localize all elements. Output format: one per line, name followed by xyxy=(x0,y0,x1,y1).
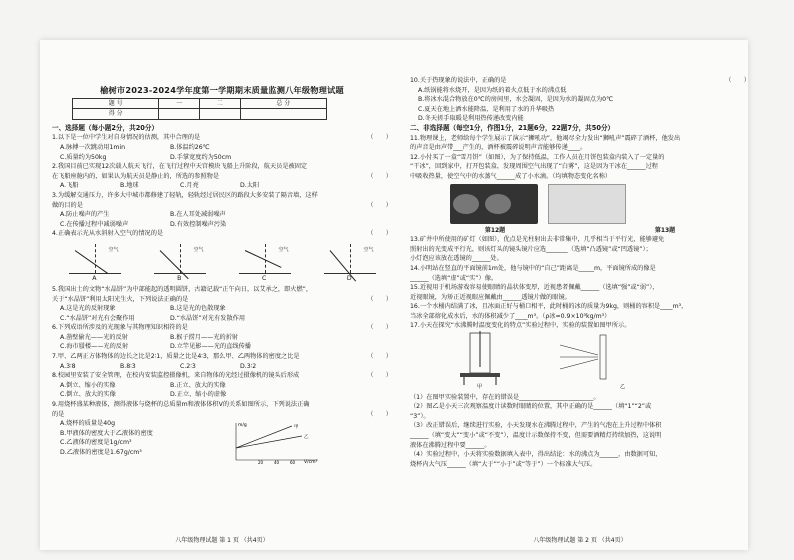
question-17-part-4: （4）实验过程中，小天将实验数据填入表中，得出结论：水的沸点为______，由数据可知， xyxy=(410,451,662,459)
option: D.“水晶饼”对光有发散作用 xyxy=(170,314,246,322)
question-9-cont: 的是 （ ） xyxy=(52,410,392,418)
curve-label-yi: 乙 xyxy=(304,434,309,440)
refraction-figure-d: 空气 xyxy=(324,244,376,274)
question-1: 1.以下是一位中学生对自身情况的估测，其中合理的是 （ ） xyxy=(52,134,392,142)
question-6-options xyxy=(52,333,392,343)
figure-label-yi: 乙 xyxy=(620,384,626,390)
page-1 xyxy=(52,40,392,550)
option: D.冬天搓手取暖是利用热传递改变内能 xyxy=(418,115,524,123)
question-15-cont: 近视眼镜，为矫正近视眼应佩戴由______透镜片做的眼镜。 xyxy=(410,293,571,301)
curve-label-jia: 甲 xyxy=(294,424,299,430)
refraction-figure-c: 空气 xyxy=(239,244,291,274)
question-17: 17.小天在探究“水沸腾时温度变化的特点”实验过程中，实验的装置如图甲所示。 xyxy=(410,322,631,330)
miner-lamp-photo xyxy=(548,184,626,224)
question-10: 10.关于热现象的说法中，正确的是 （ ） xyxy=(410,77,750,84)
page-footer: 八年级物理试题 第 1 页 （共4页） xyxy=(175,537,269,545)
question-11: 11.物理课上，老师给每个学生展示了演示“狮吼功”，他竭尽全力发出“狮吼声”震碎了酒杯，他发出 xyxy=(410,134,681,142)
score-header-cell: 总 分 xyxy=(240,98,326,109)
question-5-cont: 关于“水晶饼”利用太阳光生火，下列说法正确的是 （ ） xyxy=(52,295,392,303)
option: C.夏天在地上洒水能降温，是利用了水的升华吸热 xyxy=(418,105,555,113)
section-heading: 一、选择题（每小题2分，共20分） xyxy=(52,123,159,132)
boiling-apparatus-figure xyxy=(450,331,680,389)
mooncake-photo xyxy=(450,184,538,224)
question-1-options xyxy=(52,143,392,153)
question-14: 14.小明站在竖直的平面镜前1m处，他与镜中的“自己”距离是_____m，平面镜所成的像是 xyxy=(410,264,656,272)
question-17-part-3: （3）改正错误后，继续进行实验，小天发现水在沸腾过程中，产生的气泡在上升过程中体积 xyxy=(410,422,662,430)
question-12: 12.小付买了一盒“雪月饼”（如图），为了保持低温，工作人员在月饼包装盒内装入了一定量的 xyxy=(410,153,665,161)
option: D.太阳 xyxy=(240,182,260,190)
mass-volume-graph xyxy=(222,420,322,464)
question-14-cont: ______（选填“虚”或“实”）像。 xyxy=(410,274,498,282)
question-13-cont: 小灯泡应该放在透镜的______处。 xyxy=(410,255,503,263)
axis-label-y: m/g xyxy=(238,422,247,428)
option: B.这是光的色散现象 xyxy=(170,305,226,313)
option: C.在传播过程中减弱噪声 xyxy=(60,220,129,228)
option: B.猴子捞月——光的折射 xyxy=(170,333,239,341)
page-footer: 八年级物理试题 第 2 页 （共4页） xyxy=(533,537,627,545)
option: A.防止噪声的产生 xyxy=(60,211,110,219)
question-8-options xyxy=(52,390,392,400)
question-9: 9.用烧杯盛某种液体，测得液体与烧杯的总质量m和液体体积V的关系如图所示，下列说法正确 xyxy=(52,401,310,409)
option: C.质量约为50kg xyxy=(60,153,107,161)
question-17-part-1: （1）在图甲实验装置中，存在的错误是________________________。 xyxy=(410,393,600,401)
question-17-part-3-cont: ______（填“变大”“变小”或“不变”），温度计示数保持不变，但需要酒精灯持续加热，这说明 xyxy=(410,432,662,440)
exam-sheet xyxy=(40,40,748,550)
question-1-options xyxy=(52,153,392,163)
option: A.倒立、缩小的实像 xyxy=(60,381,116,389)
option: C.海市蜃楼——光的反射 xyxy=(60,343,129,351)
question-3-cont: 做的目的是 （ ） xyxy=(52,201,392,209)
refraction-figure-labels: A B C D xyxy=(92,275,352,283)
question-5-options xyxy=(52,304,392,314)
caption-12: 第12题 xyxy=(484,226,506,234)
question-17-part-4-cont: 烧杯内大气压______（填“大于”“小于”或“等于”）一个标准大气压。 xyxy=(410,460,597,468)
option: D.正立、缩小的虚像 xyxy=(170,391,227,399)
question-5-options xyxy=(52,314,392,324)
question-3-options xyxy=(52,210,392,220)
section-heading: 二、非选择题（每空1分，作图1分，21题6分，22题7分，共50分） xyxy=(410,123,615,132)
option: C.月亮 xyxy=(180,182,199,190)
option: B.8∶3 xyxy=(120,362,136,370)
refraction-figures xyxy=(52,240,392,274)
score-cell xyxy=(159,109,200,120)
question-2: 2.我国目前已实现12次载人航天飞行，在飞行过程中天宫模块飞船上升阶段，航天员是被固定 xyxy=(52,163,308,171)
option: B.甲液体的密度大于乙液体的密度 xyxy=(60,429,153,437)
option: B.正立、放大的实像 xyxy=(170,381,226,389)
option: A.烧杯的质量是40g xyxy=(60,420,116,428)
question-17-part-3-cont: 液体在沸腾过程中要______。 xyxy=(410,441,491,449)
question-17-part-2-cont: “3”）。 xyxy=(410,412,430,420)
option: D.立竿见影——光的直线传播 xyxy=(170,343,251,351)
question-6-options xyxy=(52,342,392,352)
option: B.在人耳处减弱噪声 xyxy=(170,211,226,219)
option: A.3∶8 xyxy=(60,362,76,370)
option: A.飞船 xyxy=(60,182,79,190)
refraction-figure-a: 空气 xyxy=(69,244,121,274)
option: A.纸锅能将水烧开，是因为纸的着火点低于水的沸点低 xyxy=(418,86,567,94)
option: C.2∶3 xyxy=(180,362,196,370)
option: B.地球 xyxy=(120,182,139,190)
option: C.倒立、放大的实像 xyxy=(60,391,116,399)
question-13: 13.矿井中所使用的矿灯（如图），优点是光柱射出去非常集中，几乎相当于平行光，能够避免 xyxy=(410,236,665,244)
question-15: 15.近视用于机场游戏容易使眼睛的晶状体变厚，近视患者佩戴______（选填“强”或“弱”）， xyxy=(410,284,659,292)
option: C.乙液体的密度是1g/cm³ xyxy=(60,439,132,447)
question-2-options xyxy=(52,181,392,191)
question-3: 3.为缓解交通压力，许多大中城市都修建了轻轨，轻轨经过居民区的路段大多安装了隔音墙，这样 xyxy=(52,191,318,199)
question-2-cont: 在飞船座舱内的，如果认为航天员是静止的，所选的参照物是 （ ） xyxy=(52,172,392,180)
exam-title: 榆树市2023-2024学年度第一学期期末质量监测八年级物理试题 xyxy=(100,85,344,95)
option: A.这是光的反射现象 xyxy=(60,305,116,313)
option: D.乙液体的密度是1.67g/cm³ xyxy=(60,449,142,456)
score-header-cell: 一 xyxy=(159,98,200,109)
question-8: 8.校园里安装了安全管理，在校内安装监控摄像机，来自物体的光经过摄像机的镜头后形成 （ ） xyxy=(52,372,392,380)
figure-captions xyxy=(410,226,750,236)
option: D.手掌宽度约为50cm xyxy=(170,153,232,161)
axis-label-x: V/cm³ xyxy=(304,459,318,464)
option: D.有效控制噪声污染 xyxy=(170,220,227,228)
tick-label-x: 20 xyxy=(258,459,264,464)
question-16-cont: 当冰全部熔化成水后，水的体积减少了____m³。（ρ冰=0.9×10³kg/m³） xyxy=(410,312,611,320)
refraction-figure-b: 空气 xyxy=(154,244,206,274)
option: A.凿壁偷光——光的反射 xyxy=(60,333,128,341)
question-7: 7.甲、乙两正方体物体的边长之比是2∶1，质量之比是4∶3，那么甲、乙两物体的密度之比是 （ ） xyxy=(52,353,392,361)
question-3-options xyxy=(52,220,392,230)
question-11-cont: 的声音是由声带___产生的，酒杯被震碎说明声音能够传递____。 xyxy=(410,144,587,152)
tick-label-x: 40 xyxy=(274,459,280,464)
figure-row xyxy=(410,184,750,224)
option: B.体温约26℃ xyxy=(170,143,210,151)
option: D.3∶2 xyxy=(240,362,257,370)
option: A.脉搏一次跳动用1min xyxy=(60,143,126,151)
question-5: 5.我国出土的文物“水晶饼”为中部能起的透明圆饼，古籍记载“正午向日，以艾承之，即火燃”， xyxy=(52,285,313,293)
option: C.“水晶饼”对光有会聚作用 xyxy=(60,314,135,322)
caption-13: 第13题 xyxy=(654,226,676,234)
question-7-options xyxy=(52,362,392,372)
score-label-cell: 得 分 xyxy=(73,109,159,120)
question-16: 16.一个水桶内结满了冰，且冰面正好与桶口相平，此时桶的冰的质量为9kg，则桶的容积是____m³， xyxy=(410,303,688,311)
question-12-cont: “干冰”，回到家中，打开包装盒，发现周围空气出现了“白雾”，这是因为干冰在______过程 xyxy=(410,163,658,171)
score-cell xyxy=(240,109,326,120)
option: B.将冰水混合物放在0℃的房间里，水会凝固，是因为水的凝固点为0℃ xyxy=(418,96,614,104)
score-header-cell: 题 号 xyxy=(73,98,159,109)
question-12-cont: 中吸收热量，使空气中的水蒸气______成了小水滴。（均填物态变化名称） xyxy=(410,172,612,180)
tick-label-x: 60 xyxy=(290,459,296,464)
figure-label-jia: 甲 xyxy=(477,384,483,390)
question-4: 4.正确表示光从水斜射入空气的情况的是 （ ） xyxy=(52,230,392,238)
question-8-options xyxy=(52,381,392,391)
score-cell xyxy=(199,109,240,120)
question-6: 6.下列成语所涉及的光现象与其物理知识相符的是 （ ） xyxy=(52,324,392,332)
score-table xyxy=(72,98,327,120)
question-17-part-2: （2）图乙是小天三次观察温度计读数时眼睛的位置，其中正确的是______（填“1”“2”或 xyxy=(410,403,652,411)
score-header-cell: 二 xyxy=(199,98,240,109)
page-2 xyxy=(410,40,750,550)
question-13-cont: 照射出的光变成平行光，则该灯头的镜头镜片应选_______（选填“凸透镜”或“凹透镜”）； xyxy=(410,245,652,253)
